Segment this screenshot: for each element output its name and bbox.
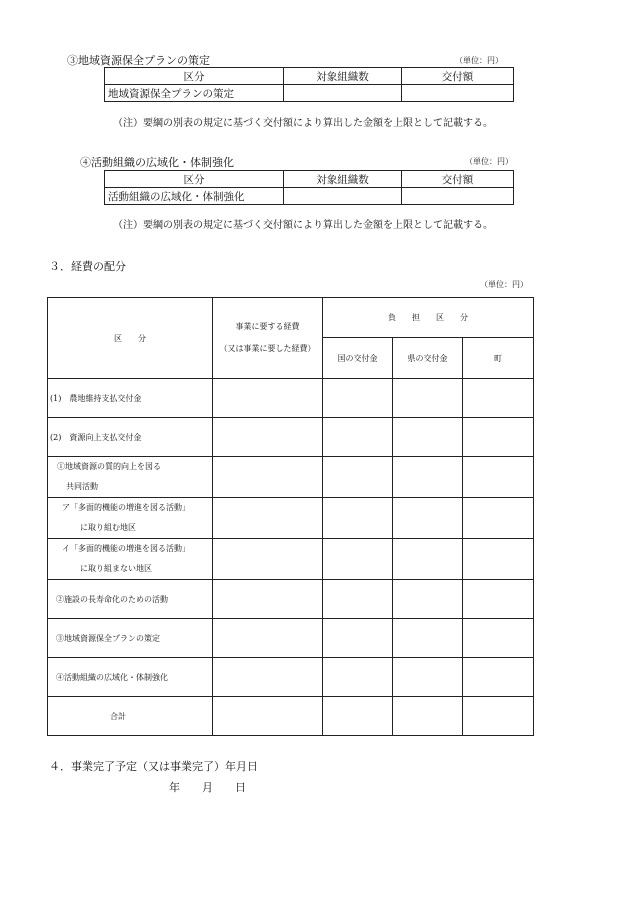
plan-org-count-cell[interactable] xyxy=(284,85,402,102)
row-label-line1: ①地域資源の質的向上を図る xyxy=(57,462,161,471)
town-cell[interactable] xyxy=(463,418,534,457)
town-cell[interactable] xyxy=(463,580,534,619)
cost-cell[interactable] xyxy=(213,418,323,457)
cost-cell[interactable] xyxy=(213,498,323,539)
plan-note: （注）要綱の別表の規定に基づく交付額により算出した金額を上限として記載する。 xyxy=(113,118,493,129)
row-label-line2: に取り組まない地区 xyxy=(80,564,152,573)
town-cell[interactable] xyxy=(463,539,534,580)
prefecture-cell[interactable] xyxy=(393,697,463,736)
row-label-line2: に取り組む地区 xyxy=(80,523,136,532)
prefecture-cell[interactable] xyxy=(393,418,463,457)
prefecture-cell[interactable] xyxy=(393,498,463,539)
section-plan-unit: （単位：円） xyxy=(455,56,503,65)
national-cell[interactable] xyxy=(323,457,393,498)
table-row xyxy=(48,457,534,498)
row-label-line1: イ「多面的機能の増進を図る活動」 xyxy=(62,544,190,553)
table-row xyxy=(48,498,534,539)
table-row xyxy=(48,379,534,418)
org-header-amount: 交付額 xyxy=(402,171,514,188)
table-row xyxy=(48,418,534,457)
org-header-kubun: 区分 xyxy=(105,171,284,188)
national-cell[interactable] xyxy=(323,658,393,697)
national-cell[interactable] xyxy=(323,697,393,736)
cost-cell[interactable] xyxy=(213,457,323,498)
cost-cell[interactable] xyxy=(213,580,323,619)
plan-amount-cell[interactable] xyxy=(402,85,514,102)
cost-cell[interactable] xyxy=(213,697,323,736)
row-label: (1) 農地維持支払交付金 xyxy=(48,379,213,418)
org-amount-cell[interactable] xyxy=(402,188,514,205)
org-row-label: 活動組織の広域化・体制強化 xyxy=(105,188,284,205)
expense-header-prefecture: 県の交付金 xyxy=(393,338,463,379)
town-cell[interactable] xyxy=(463,697,534,736)
town-cell[interactable] xyxy=(463,498,534,539)
expenses-heading: ３．経費の配分 xyxy=(49,260,126,273)
row-label-line2: 共同活動 xyxy=(66,482,98,491)
section-org-unit: （単位：円） xyxy=(465,157,513,166)
prefecture-cell[interactable] xyxy=(393,658,463,697)
org-table xyxy=(104,170,514,205)
town-cell[interactable] xyxy=(463,379,534,418)
completion-heading: ４．事業完了予定（又は事業完了）年月日 xyxy=(49,760,258,773)
town-cell[interactable] xyxy=(463,658,534,697)
town-cell[interactable] xyxy=(463,619,534,658)
expense-header-kubun: 区 分 xyxy=(48,298,213,379)
completion-date[interactable]: 年 月 日 xyxy=(169,781,246,794)
prefecture-cell[interactable] xyxy=(393,379,463,418)
expense-table xyxy=(47,297,534,736)
table-row xyxy=(48,619,534,658)
expense-header-cost xyxy=(213,298,323,379)
national-cell[interactable] xyxy=(323,498,393,539)
national-cell[interactable] xyxy=(323,580,393,619)
row-label xyxy=(48,498,213,539)
plan-header-amount: 交付額 xyxy=(402,68,514,85)
plan-row-label: 地域資源保全プランの策定 xyxy=(105,85,284,102)
row-label xyxy=(48,457,213,498)
national-cell[interactable] xyxy=(323,539,393,580)
cost-cell[interactable] xyxy=(213,619,323,658)
plan-table xyxy=(104,67,514,102)
cost-cell[interactable] xyxy=(213,658,323,697)
national-cell[interactable] xyxy=(323,418,393,457)
row-label: ②施設の長寿命化のための活動 xyxy=(48,580,213,619)
prefecture-cell[interactable] xyxy=(393,457,463,498)
org-note: （注）要綱の別表の規定に基づく交付額により算出した金額を上限として記載する。 xyxy=(113,220,493,231)
row-label-line1: ア「多面的機能の増進を図る活動」 xyxy=(62,503,190,512)
expense-header-national: 国の交付金 xyxy=(323,338,393,379)
table-row-total xyxy=(48,697,534,736)
expense-header-burden: 負 担 区 分 xyxy=(323,298,534,338)
table-row xyxy=(48,539,534,580)
prefecture-cell[interactable] xyxy=(393,619,463,658)
prefecture-cell[interactable] xyxy=(393,539,463,580)
expenses-unit: （単位：円） xyxy=(480,280,528,289)
plan-header-kubun: 区分 xyxy=(105,68,284,85)
total-label: 合計 xyxy=(48,697,213,736)
cost-cell[interactable] xyxy=(213,379,323,418)
town-cell[interactable] xyxy=(463,457,534,498)
expense-header-cost-line2: （又は事業に要した経費） xyxy=(219,344,316,353)
org-org-count-cell[interactable] xyxy=(284,188,402,205)
cost-cell[interactable] xyxy=(213,539,323,580)
row-label: ④活動組織の広域化・体制強化 xyxy=(48,658,213,697)
expense-header-town: 町 xyxy=(463,338,534,379)
national-cell[interactable] xyxy=(323,619,393,658)
section-org-title: ④活動組織の広域化・体制強化 xyxy=(80,156,234,169)
row-label xyxy=(48,539,213,580)
row-label: ③地域資源保全プランの策定 xyxy=(48,619,213,658)
table-row xyxy=(48,580,534,619)
section-plan-title: ③地域資源保全プランの策定 xyxy=(67,54,210,67)
table-row xyxy=(48,658,534,697)
plan-header-org-count: 対象組織数 xyxy=(284,68,402,85)
prefecture-cell[interactable] xyxy=(393,580,463,619)
row-label: (2) 資源向上支払交付金 xyxy=(48,418,213,457)
national-cell[interactable] xyxy=(323,379,393,418)
org-header-org-count: 対象組織数 xyxy=(284,171,402,188)
expense-header-cost-line1: 事業に要する経費 xyxy=(235,322,300,331)
